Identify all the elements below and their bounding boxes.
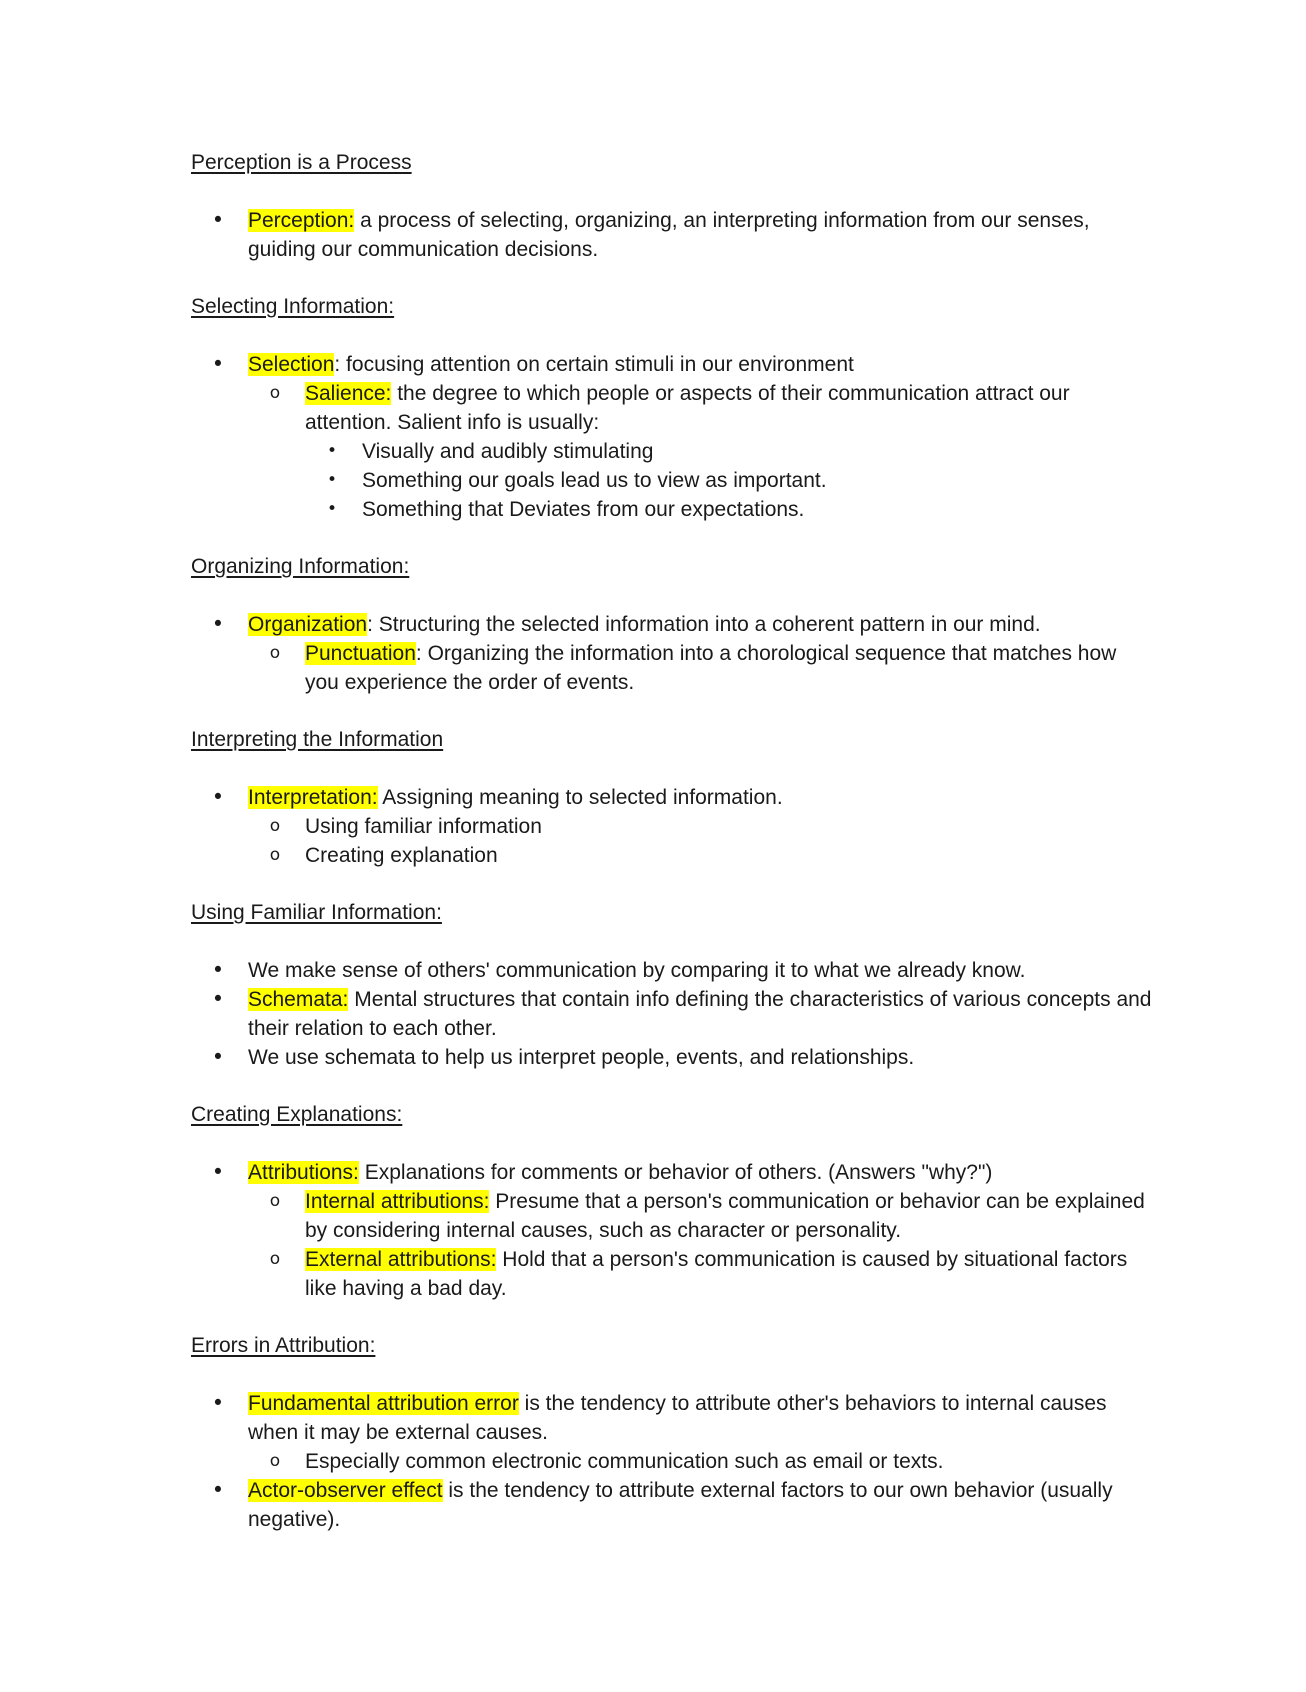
item-text: Something that Deviates from our expectations.	[362, 498, 805, 521]
highlighted-term: Fundamental attribution error	[248, 1392, 519, 1415]
highlighted-term: Selection	[248, 353, 335, 376]
highlighted-term: Internal attributions:	[305, 1190, 490, 1213]
highlighted-term: Perception:	[248, 209, 355, 232]
bullet-icon: •	[326, 499, 338, 519]
section-creating-explanations	[191, 1100, 1156, 1303]
bullet-list	[191, 783, 1156, 870]
item-text: Something our goals lead us to view as important.	[362, 469, 827, 492]
bullet-icon: •	[211, 1478, 225, 1502]
sub-list	[248, 379, 1156, 524]
definition-text: Assigning meaning to selected information.	[377, 786, 783, 809]
list-item	[191, 956, 1156, 985]
highlighted-term: Organization	[248, 613, 368, 636]
highlighted-term: Interpretation:	[248, 786, 378, 809]
bullet-icon: •	[211, 352, 225, 376]
definition-text: Presume that a person's communication or behavior can be explained by considering internal causes, such as character or personality.	[305, 1190, 1145, 1242]
highlighted-term: Schemata:	[248, 988, 349, 1011]
bullet-icon: •	[211, 785, 225, 809]
list-item	[191, 350, 1156, 524]
circle-bullet-icon: o	[269, 1249, 281, 1269]
item-text: We use schemata to help us interpret people, events, and relationships.	[248, 1046, 915, 1069]
section-interpreting-information	[191, 725, 1156, 870]
item-text: Creating explanation	[305, 844, 498, 867]
sub-list	[248, 639, 1156, 697]
list-item	[305, 437, 1156, 466]
definition-text: : focusing attention on certain stimuli in our environment	[334, 353, 854, 376]
sub-list	[248, 1447, 1156, 1476]
definition-text: : Organizing the information into a chorological sequence that matches how you experience the order of events.	[305, 642, 1117, 694]
item-text: Visually and audibly stimulating	[362, 440, 654, 463]
section-using-familiar-information	[191, 898, 1156, 1072]
section-heading: Using Familiar Information:	[191, 901, 442, 924]
item-text: We make sense of others' communication by comparing it to what we already know.	[248, 959, 1026, 982]
definition-text: is the tendency to attribute external factors to our own behavior (usually negative).	[248, 1479, 1113, 1531]
section-heading: Perception is a Process	[191, 151, 412, 174]
list-item	[191, 985, 1156, 1043]
list-item	[248, 1187, 1156, 1245]
list-item	[248, 1245, 1156, 1303]
highlighted-term: Actor-observer effect	[248, 1479, 443, 1502]
definition-text: the degree to which people or aspects of their communication attract our attention. Salient info is usually:	[305, 382, 1070, 434]
highlighted-term: Salience:	[305, 382, 392, 405]
section-selecting-information	[191, 292, 1156, 524]
definition-text: Hold that a person's communication is caused by situational factors like having a bad day.	[305, 1248, 1128, 1300]
definition-text: : Structuring the selected information into a coherent pattern in our mind.	[367, 613, 1041, 636]
list-item	[305, 495, 1156, 524]
sub-list	[248, 812, 1156, 870]
circle-bullet-icon: o	[269, 1191, 281, 1211]
sub-list	[248, 1187, 1156, 1303]
bullet-list	[191, 610, 1156, 697]
bullet-icon: •	[211, 208, 225, 232]
bullet-list	[191, 956, 1156, 1072]
list-item	[191, 783, 1156, 870]
list-item	[191, 1158, 1156, 1303]
circle-bullet-icon: o	[269, 383, 281, 403]
bullet-icon: •	[326, 470, 338, 490]
highlighted-term: External attributions:	[305, 1248, 497, 1271]
circle-bullet-icon: o	[269, 845, 281, 865]
bullet-list	[191, 350, 1156, 524]
circle-bullet-icon: o	[269, 643, 281, 663]
bullet-icon: •	[211, 1391, 225, 1415]
list-item	[191, 1389, 1156, 1476]
list-item	[191, 610, 1156, 697]
bullet-icon: •	[211, 1045, 225, 1069]
bullet-icon: •	[211, 1160, 225, 1184]
definition-text: Mental structures that contain info defining the characteristics of various concepts and their relation to each other.	[248, 988, 1152, 1040]
list-item	[191, 206, 1156, 264]
section-heading: Selecting Information:	[191, 295, 395, 318]
list-item	[305, 466, 1156, 495]
highlighted-term: Punctuation	[305, 642, 416, 665]
list-item	[191, 1476, 1156, 1534]
list-item	[248, 841, 1156, 870]
section-heading: Interpreting the Information	[191, 728, 444, 751]
section-heading: Creating Explanations:	[191, 1103, 403, 1126]
highlighted-term: Attributions:	[248, 1161, 359, 1184]
section-perception-process	[191, 148, 1156, 264]
bullet-list	[191, 206, 1156, 264]
circle-bullet-icon: o	[269, 1451, 281, 1471]
definition-text: a process of selecting, organizing, an interpreting information from our senses, guiding our communication decisions.	[248, 209, 1090, 261]
list-item	[248, 379, 1156, 524]
sub-sub-list	[305, 437, 1156, 524]
definition-text: Explanations for comments or behavior of others. (Answers "why?")	[358, 1161, 993, 1184]
bullet-icon: •	[211, 612, 225, 636]
list-item	[248, 639, 1156, 697]
bullet-list	[191, 1389, 1156, 1534]
section-organizing-information	[191, 552, 1156, 697]
section-heading: Organizing Information:	[191, 555, 410, 578]
item-text: Especially common electronic communication such as email or texts.	[305, 1450, 944, 1473]
definition-text: is the tendency to attribute other's behaviors to internal causes when it may be external causes.	[248, 1392, 1107, 1444]
bullet-list	[191, 1158, 1156, 1303]
bullet-icon: •	[211, 958, 225, 982]
section-heading: Errors in Attribution:	[191, 1334, 376, 1357]
list-item	[248, 812, 1156, 841]
list-item	[191, 1043, 1156, 1072]
bullet-icon: •	[326, 441, 338, 461]
bullet-icon: •	[211, 987, 225, 1011]
item-text: Using familiar information	[305, 815, 542, 838]
section-errors-in-attribution	[191, 1331, 1156, 1534]
circle-bullet-icon: o	[269, 816, 281, 836]
list-item	[248, 1447, 1156, 1476]
